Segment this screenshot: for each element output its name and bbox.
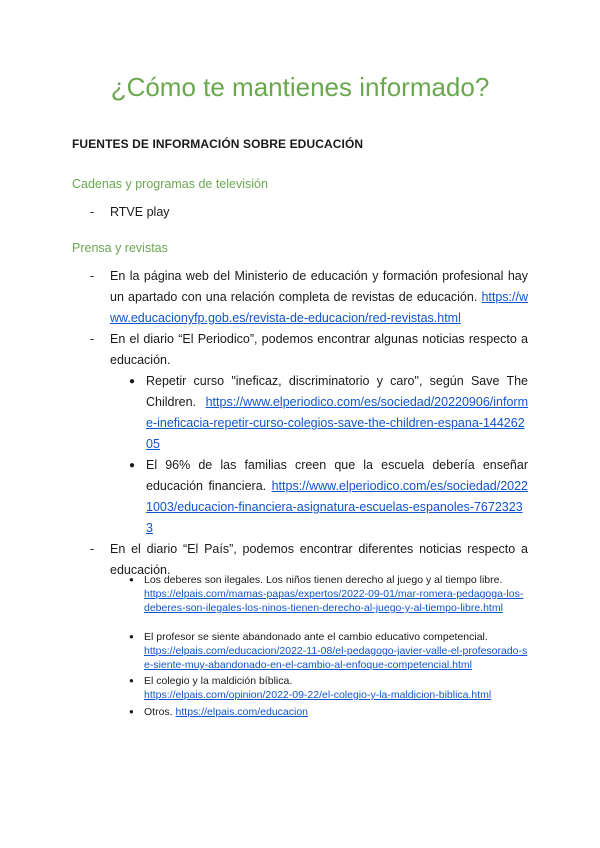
- bullet-marker: ●: [129, 460, 136, 471]
- pais-link[interactable]: https://elpais.com/educacion/2022-11-08/el-pedagogo-javier-valle-el-profesorado-se-siente-muy-abandonado-en-el-cambio-al-enfoque-competencial.html: [144, 645, 528, 671]
- bullet-marker: ●: [129, 707, 134, 716]
- pais-bullet-text: Otros.: [144, 706, 173, 718]
- dash-marker: -: [90, 542, 95, 556]
- pais-link[interactable]: https://elpais.com/educacion: [175, 706, 309, 718]
- periodico-bullet-text: El 96% de las familias creen que la escuela debería enseñar educación financiera.: [146, 458, 528, 493]
- pais-bullet-text: El profesor se siente abandonado ante el cambio educativo competencial.: [144, 631, 488, 643]
- page-title: ¿Cómo te mantienes informado?: [110, 72, 490, 102]
- dash-marker: -: [90, 269, 95, 283]
- press-item-ministry-text: En la página web del Ministerio de educación y formación profesional hay un apartado con una relación completa de revistas de educación.: [110, 269, 528, 304]
- tv-item-rtve: RTVE play: [110, 205, 170, 219]
- bullet-marker: ●: [129, 676, 134, 685]
- tv-section-label: Cadenas y programas de televisión: [72, 177, 268, 191]
- bullet-marker: ●: [129, 376, 136, 387]
- dash-marker: -: [90, 332, 95, 346]
- press-item-pais-text: En el diario “El País”, podemos encontrar diferentes noticias respecto a educación.: [110, 542, 528, 577]
- press-item-periodico-text: En el diario “El Periodico”, podemos encontrar algunas noticias respecto a educación.: [110, 332, 528, 367]
- pais-bullet-text: El colegio y la maldición bíblica.: [144, 675, 293, 687]
- dash-marker: -: [90, 205, 95, 219]
- pais-link[interactable]: https://elpais.com/opinion/2022-09-22/el-colegio-y-la-maldicion-biblica.html: [144, 689, 492, 701]
- bullet-marker: ●: [129, 575, 134, 584]
- pais-link[interactable]: https://elpais.com/mamas-papas/expertos/2022-09-01/mar-romera-pedagoga-los-deberes-son-ilegales-los-ninos-tienen-derecho-al-juego-y-al-tiempo-libre.html: [144, 588, 524, 614]
- periodico-link[interactable]: https://www.elperiodico.com/es/sociedad/20221003/educacion-financiera-asignatura-escuelas-espanoles-76723233: [146, 479, 528, 535]
- periodico-bullet-text: Repetir curso "ineficaz, discriminatorio y caro", según Save The Children.: [146, 374, 528, 409]
- pais-bullet-text: Los deberes son ilegales. Los niños tienen derecho al juego y al tiempo libre.: [144, 574, 503, 586]
- press-section-label: Prensa y revistas: [72, 241, 168, 255]
- section-heading: FUENTES DE INFORMACIÓN SOBRE EDUCACIÓN: [72, 137, 364, 151]
- ministry-link[interactable]: https://www.educacionyfp.gob.es/revista-de-educacion/red-revistas.html: [110, 290, 528, 325]
- bullet-marker: ●: [129, 632, 134, 641]
- periodico-link[interactable]: https://www.elperiodico.com/es/sociedad/20220906/informe-ineficacia-repetir-curso-colegios-save-the-children-espana-14426205: [146, 395, 528, 451]
